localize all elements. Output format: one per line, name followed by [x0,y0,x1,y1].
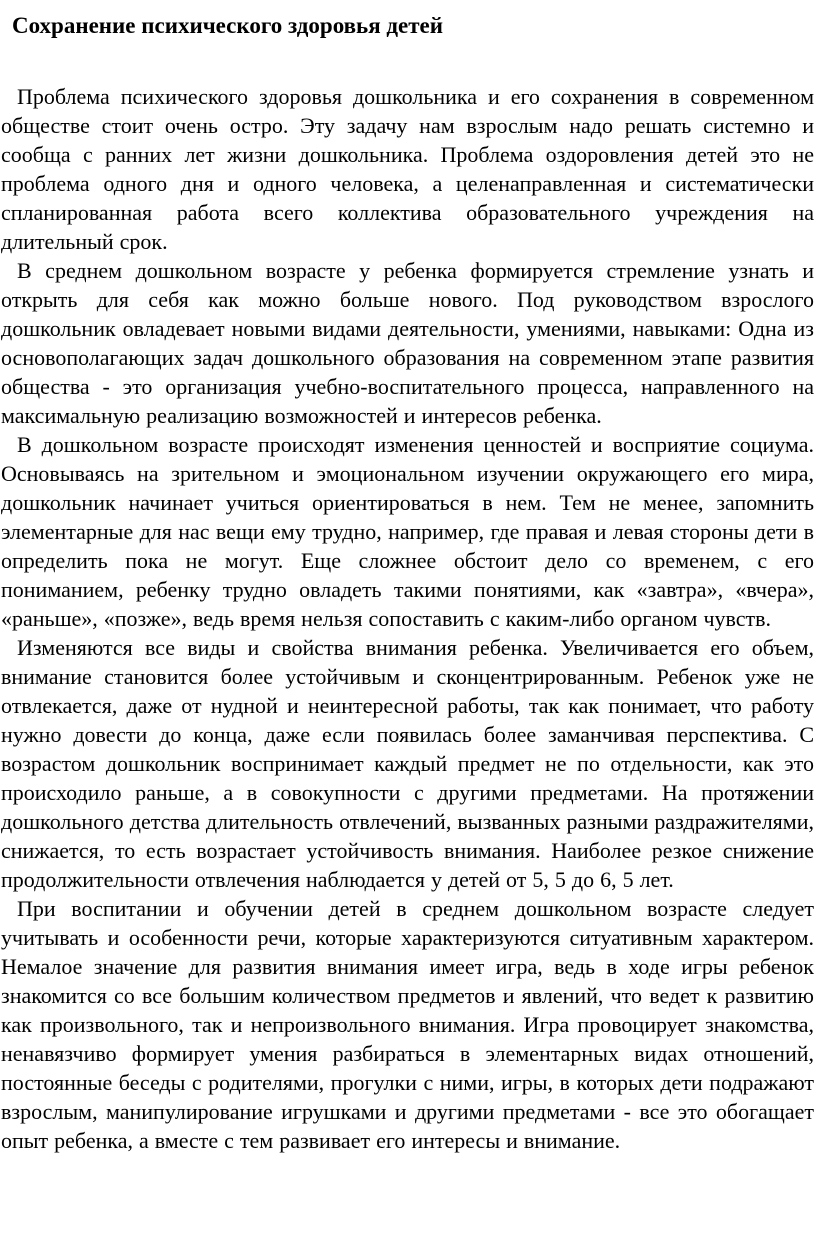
document-title: Сохранение психического здоровья детей [12,13,444,38]
paragraph: В среднем дошкольном возрасте у ребенка формируется стремление узнать и открыть для себя как можно больше нового. Под руководством взрослого дошкольник овладевает новыми видами деятельности, умениями, навыками: Одна из основополагающих задач дошкольного образования на современном этапе развития общества - это организация учебно-воспитательного процесса, направленного на максимальную реализацию возможностей и интересов ребенка. [1,258,814,428]
paragraph: При воспитании и обучении детей в среднем дошкольном возрасте следует учитывать и особенности речи, которые характеризуются ситуативным характером. Немалое значение для развития внимания имеет игра, ведь в ходе игры ребенок знакомится со все большим количеством предметов и явлений, что ведет к развитию как произвольного, так и непроизвольного внимания. Игра провоцирует знакомства, ненавязчиво формирует умения разбираться в элементарных видах отношений, постоянные беседы с родителями, прогулки с ними, игры, в которых дети подражают взрослым, манипулирование игрушками и другими предметами - все это обогащает опыт ребенка, а вместе с тем развивает его интересы и внимание. [1,896,814,1153]
document-body [1,82,814,1155]
paragraph: Проблема психического здоровья дошкольника и его сохранения в современном обществе стоит очень остро. Эту задачу нам взрослым надо решать системно и сообща с ранних лет жизни дошкольника. Проблема оздоровления детей это не проблема одного дня и одного человека, а целенаправленная и систематически спланированная работа всего коллектива образовательного учреждения на длительный срок. [1,84,814,254]
paragraph: В дошкольном возрасте происходят изменения ценностей и восприятие социума. Основываясь на зрительном и эмоциональном изучении окружающего его мира, дошкольник начинает учиться ориентироваться в нем. Тем не менее, запомнить элементарные для нас вещи ему трудно, например, где правая и левая стороны дети в определить пока не могут. Еще сложнее обстоит дело со временем, с его пониманием, ребенку трудно овладеть такими понятиями, как «завтра», «вчера», «раньше», «позже», ведь время нельзя сопоставить с каким-либо органом чувств. [1,432,814,631]
paragraph: Изменяются все виды и свойства внимания ребенка. Увеличивается его объем, внимание становится более устойчивым и сконцентрированным. Ребенок уже не отвлекается, даже от нудной и неинтересной работы, так как понимает, что работу нужно довести до конца, даже если появилась более заманчивая перспектива. С возрастом дошкольник воспринимает каждый предмет не по отдельности, как это происходило раньше, а в совокупности с другими предметами. На протяжении дошкольного детства длительность отвлечений, вызванных разными раздражителями, снижается, то есть возрастает устойчивость внимания. Наиболее резкое снижение продолжительности отвлечения наблюдается у детей от 5, 5 до 6, 5 лет. [1,635,814,892]
